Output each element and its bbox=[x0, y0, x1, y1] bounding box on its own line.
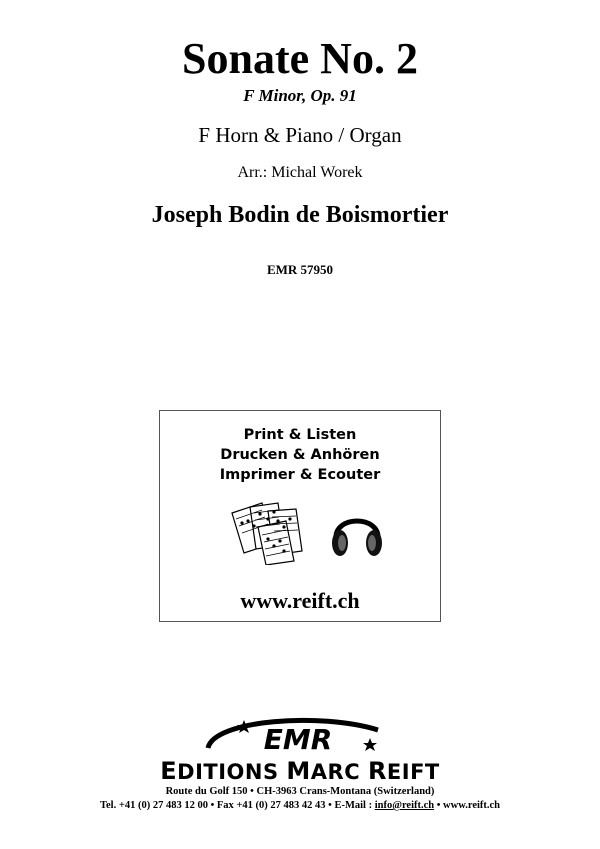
title: Sonate No. 2 bbox=[182, 34, 418, 83]
promo-website-link[interactable]: www.reift.ch bbox=[240, 588, 360, 613]
publisher-name: EDITIONS MARC REIFT bbox=[160, 757, 440, 785]
email-link[interactable]: info@reift.ch bbox=[374, 800, 435, 811]
logo-text: EMR bbox=[263, 723, 333, 756]
print-listen-box bbox=[159, 410, 441, 622]
promo-line-english: Print & Listen bbox=[243, 427, 357, 443]
publisher-contact: Tel. +41 (0) 27 483 12 00 • Fax +41 (0) 27 483 42 43 • E-Mail : info@reift.ch • www.reift.ch bbox=[99, 800, 501, 811]
promo-line-german: Drucken & Anhören bbox=[220, 447, 380, 463]
emr-logo bbox=[200, 716, 400, 756]
promo-line-french: Imprimer & Ecouter bbox=[219, 467, 381, 483]
instrumentation: F Horn & Piano / Organ bbox=[198, 123, 402, 147]
publisher-address: Route du Golf 150 • CH-3963 Crans-Montana (Switzerland) bbox=[165, 786, 435, 797]
sheet-music-icon bbox=[228, 499, 306, 565]
catalog-number: EMR 57950 bbox=[266, 262, 334, 277]
composer: Joseph Bodin de Boismortier bbox=[151, 202, 449, 228]
headphones-icon bbox=[328, 505, 386, 561]
arranger: Arr.: Michal Worek bbox=[237, 164, 363, 181]
subtitle: F Minor, Op. 91 bbox=[243, 86, 357, 105]
